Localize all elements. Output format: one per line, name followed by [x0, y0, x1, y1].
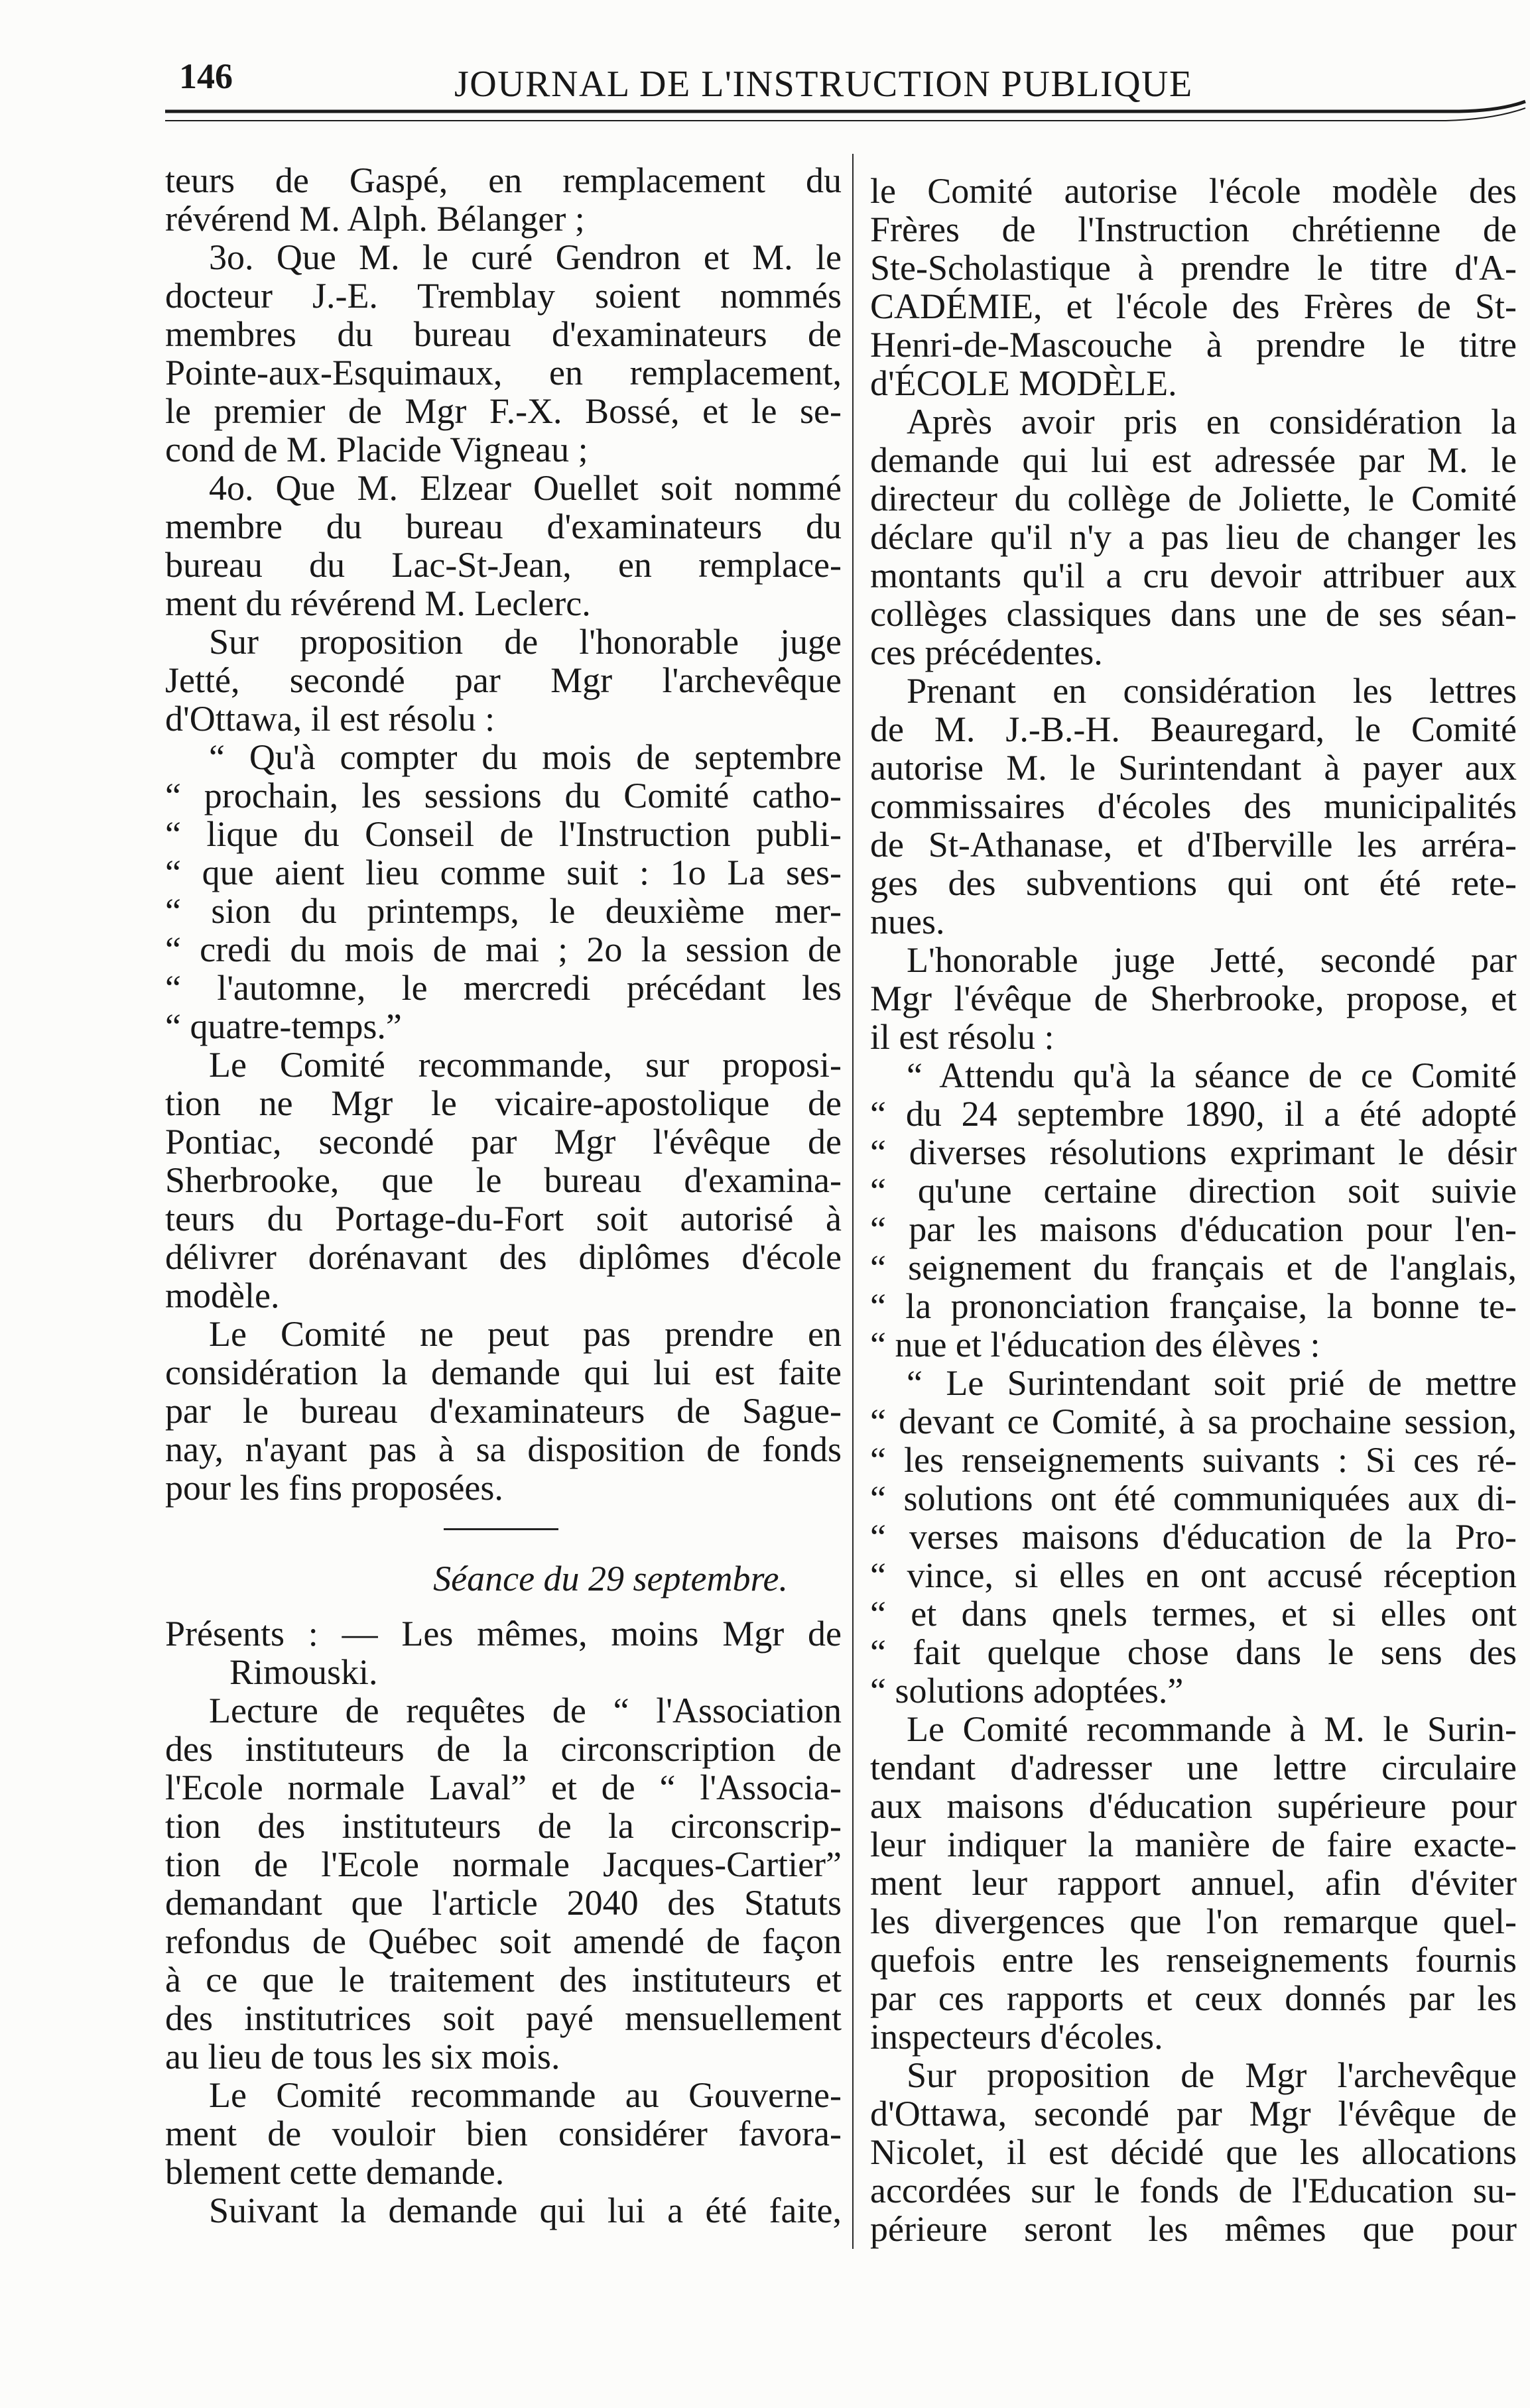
text-line: “ du 24 septembre 1890, il a été adopté — [870, 1094, 1517, 1134]
text-line: “ sion du printemps, le deuxième mer- — [165, 891, 842, 931]
text-line: “ solutions adoptées.” — [870, 1671, 1184, 1711]
text-line: “ fait quelque chose dans le sens des — [870, 1632, 1517, 1672]
page-number: 146 — [179, 56, 233, 96]
text-line: de M. J.-B.-H. Beauregard, le Comité — [870, 709, 1517, 749]
attendance-list — [165, 1614, 842, 1691]
text-line: pour les fins proposées. — [165, 1468, 503, 1508]
text-line: ment du révérend M. Leclerc. — [165, 583, 591, 623]
text-line: d'Ottawa, il est résolu : — [165, 699, 495, 739]
text-line: Nicolet, il est décidé que les allocations — [870, 2132, 1517, 2172]
text-line: teurs du Portage-du-Fort soit autorisé à — [165, 1199, 842, 1238]
text-line: modèle. — [165, 1276, 280, 1315]
text-line: “ quatre-temps.” — [165, 1006, 402, 1046]
text-line: Sur proposition de l'honorable juge — [209, 622, 842, 662]
paragraph — [870, 402, 1517, 672]
text-line: Jetté, secondé par Mgr l'archevêque — [165, 660, 842, 700]
text-line: “ qu'une certaine direction soit suivie — [870, 1171, 1517, 1211]
text-line: Pontiac, secondé par Mgr l'évêque de — [165, 1122, 842, 1162]
text-line: “ solutions ont été communiquées aux di- — [870, 1478, 1517, 1518]
continued-paragraph — [870, 172, 1517, 402]
text-line: “ nue et l'éducation des élèves : — [870, 1325, 1320, 1364]
quoted-resolution — [870, 1056, 1517, 1364]
text-line: d'ÉCOLE MODÈLE. — [870, 363, 1177, 403]
text-line: délivrer dorénavant des diplômes d'école — [165, 1237, 842, 1277]
text-line: quefois entre les renseignements fournis — [870, 1940, 1517, 1980]
text-line: d'Ottawa, secondé par Mgr l'évêque de — [870, 2094, 1517, 2134]
text-line: le Comité autorise l'école modèle des — [870, 171, 1517, 211]
text-line: Ste-Scholastique à prendre le titre d'A- — [870, 248, 1517, 288]
text-line: Mgr l'évêque de Sherbrooke, propose, et — [870, 979, 1517, 1018]
section-divider — [165, 1507, 842, 1553]
quoted-resolution — [165, 738, 842, 1046]
text-line: “ Attendu qu'à la séance de ce Comité — [907, 1055, 1517, 1095]
text-line: considération la demande qui lui est faite — [165, 1353, 842, 1392]
text-line: “ Qu'à compter du mois de septembre — [209, 737, 842, 777]
text-line: autorise M. le Surintendant à payer aux — [870, 748, 1517, 788]
text-line: “ prochain, les sessions du Comité catho- — [165, 776, 842, 815]
text-line: demande qui lui est adressée par M. le — [870, 440, 1517, 480]
text-line: docteur J.-E. Tremblay soient nommés — [165, 276, 842, 316]
paragraph — [165, 2076, 842, 2191]
header-rule — [0, 99, 1530, 133]
text-line: Frères de l'Instruction chrétienne de — [870, 210, 1517, 249]
text-line: Prenant en considération les lettres — [907, 671, 1517, 711]
divider-line — [444, 1528, 558, 1530]
text-line: Pointe-aux-Esquimaux, en remplacement, — [165, 353, 842, 392]
text-line: “ seignement du français et de l'anglais, — [870, 1248, 1517, 1288]
text-line: des institutrices soit payé mensuellement — [165, 1998, 842, 2038]
paragraph — [165, 1691, 842, 2076]
running-title: JOURNAL DE L'INSTRUCTION PUBLIQUE — [454, 64, 1193, 105]
text-line: inspecteurs d'écoles. — [870, 2017, 1163, 2057]
text-line: Le Comité recommande au Gouverne- — [209, 2075, 842, 2115]
text-line: tion ne Mgr le vicaire-apostolique de — [165, 1083, 842, 1123]
paragraph — [870, 1710, 1517, 2056]
text-line: Présents : — Les mêmes, moins Mgr de — [165, 1614, 842, 1654]
text-line: les divergences que l'on remarque quel- — [870, 1901, 1517, 1941]
text-line: Rimouski. — [229, 1652, 378, 1692]
text-line: “ que aient lieu comme suit : 1o La ses- — [165, 853, 842, 892]
text-line: “ verses maisons d'éducation de la Pro- — [870, 1517, 1517, 1557]
text-line: des instituteurs de la circonscription de — [165, 1729, 842, 1769]
text-line: nay, n'ayant pas à sa disposition de fonds — [165, 1429, 842, 1469]
text-line: révérend M. Alph. Bélanger ; — [165, 199, 585, 239]
paragraph — [165, 1046, 842, 1315]
text-line: ces précédentes. — [870, 632, 1103, 672]
text-line: 3o. Que M. le curé Gendron et M. le — [209, 237, 842, 277]
text-line: aux maisons d'éducation supérieure pour — [870, 1786, 1517, 1826]
text-line: Lecture de requêtes de “ l'Association — [209, 1691, 842, 1730]
text-line: membres du bureau d'examinateurs de — [165, 314, 842, 354]
text-line: 4o. Que M. Elzear Ouellet soit nommé — [209, 468, 842, 508]
text-line: tendant d'adresser une lettre circulaire — [870, 1748, 1517, 1787]
text-line: par le bureau d'examinateurs de Sague- — [165, 1391, 842, 1431]
text-line: Le Comité recommande, sur proposi- — [209, 1045, 842, 1085]
text-line: Henri-de-Mascouche à prendre le titre — [870, 325, 1517, 365]
text-line: commissaires d'écoles des municipalités — [870, 786, 1517, 826]
text-line: “ lique du Conseil de l'Instruction publi- — [165, 814, 842, 854]
text-line: Suivant la demande qui lui a été faite, — [209, 2191, 842, 2230]
text-line: “ et dans qnels termes, et si elles ont — [870, 1594, 1517, 1634]
text-line: blement cette demande. — [165, 2152, 505, 2192]
paragraph — [165, 623, 842, 738]
text-line: tion de l'Ecole normale Jacques-Cartier” — [165, 1844, 842, 1884]
column-divider — [852, 154, 854, 2249]
continued-paragraph — [165, 161, 842, 238]
text-line: il est résolu : — [870, 1017, 1054, 1057]
text-line: bureau du Lac-St-Jean, en remplace- — [165, 545, 842, 585]
text-line: le premier de Mgr F.-X. Bossé, et le se- — [165, 391, 842, 431]
text-line: Après avoir pris en considération la — [907, 402, 1517, 442]
text-line: Sur proposition de Mgr l'archevêque — [907, 2055, 1517, 2095]
text-line: “ credi du mois de mai ; 2o la session de — [165, 930, 842, 969]
text-line: refondus de Québec soit amendé de façon — [165, 1921, 842, 1961]
text-line: CADÉMIE, et l'école des Frères de St- — [870, 286, 1517, 326]
text-line: “ les renseignements suivants : Si ces ré- — [870, 1440, 1517, 1480]
quoted-resolution — [870, 1364, 1517, 1710]
text-line: ment leur rapport annuel, afin d'éviter — [870, 1863, 1517, 1903]
text-line: membre du bureau d'examinateurs du — [165, 507, 842, 546]
text-line: leur indiquer la manière de faire exacte- — [870, 1825, 1517, 1864]
text-line: nues. — [870, 902, 945, 941]
text-line: “ par les maisons d'éducation pour l'en- — [870, 1209, 1517, 1249]
text-line: de St-Athanase, et d'Iberville les arréra- — [870, 825, 1517, 865]
text-line: “ la prononciation française, la bonne te- — [870, 1286, 1517, 1326]
text-line: ment de vouloir bien considérer favora- — [165, 2114, 842, 2153]
paragraph — [870, 2056, 1517, 2248]
text-line: L'honorable juge Jetté, secondé par — [907, 940, 1517, 980]
paragraph — [165, 238, 842, 469]
paragraph — [870, 941, 1517, 1056]
left-column — [165, 161, 842, 2230]
text-line: “ vince, si elles en ont accusé réception — [870, 1555, 1517, 1595]
text-line: directeur du collège de Joliette, le Comité — [870, 479, 1517, 518]
text-line: périeure seront les mêmes que pour — [870, 2209, 1517, 2249]
paragraph — [165, 1315, 842, 1507]
text-line: l'Ecole normale Laval” et de “ l'Associa- — [165, 1768, 842, 1807]
text-line: déclare qu'il n'y a pas lieu de changer les — [870, 517, 1517, 557]
text-line: ges des subventions qui ont été rete- — [870, 863, 1517, 903]
paragraph — [165, 469, 842, 623]
paragraph — [870, 672, 1517, 941]
text-line: montants qu'il a cru devoir attribuer aux — [870, 556, 1517, 595]
paragraph — [165, 2191, 842, 2230]
text-line: Le Comité recommande à M. le Surin- — [907, 1709, 1517, 1749]
text-line: collèges classiques dans une de ses séan- — [870, 594, 1517, 634]
text-line: accordées sur le fonds de l'Education su- — [870, 2171, 1517, 2210]
text-line: par ces rapports et ceux donnés par les — [870, 1978, 1517, 2018]
text-line: demandant que l'article 2040 des Statuts — [165, 1883, 842, 1923]
right-column — [870, 172, 1517, 2248]
text-line: “ l'automne, le mercredi précédant les — [165, 968, 842, 1008]
text-line: Le Comité ne peut pas prendre en — [209, 1314, 842, 1354]
text-line: “ diverses résolutions exprimant le désir — [870, 1132, 1517, 1172]
text-line: “ Le Surintendant soit prié de mettre — [907, 1363, 1517, 1403]
text-line: au lieu de tous les six mois. — [165, 2037, 560, 2077]
text-line: teurs de Gaspé, en remplacement du — [165, 160, 842, 200]
text-line: cond de M. Placide Vigneau ; — [165, 430, 588, 469]
text-line: Sherbrooke, que le bureau d'examina- — [165, 1160, 842, 1200]
session-heading: Séance du 29 septembre. — [433, 1559, 788, 1598]
text-line: à ce que le traitement des instituteurs et — [165, 1960, 842, 2000]
text-line: tion des instituteurs de la circonscrip- — [165, 1806, 842, 1846]
text-line: “ devant ce Comité, à sa prochaine session, — [870, 1402, 1517, 1441]
